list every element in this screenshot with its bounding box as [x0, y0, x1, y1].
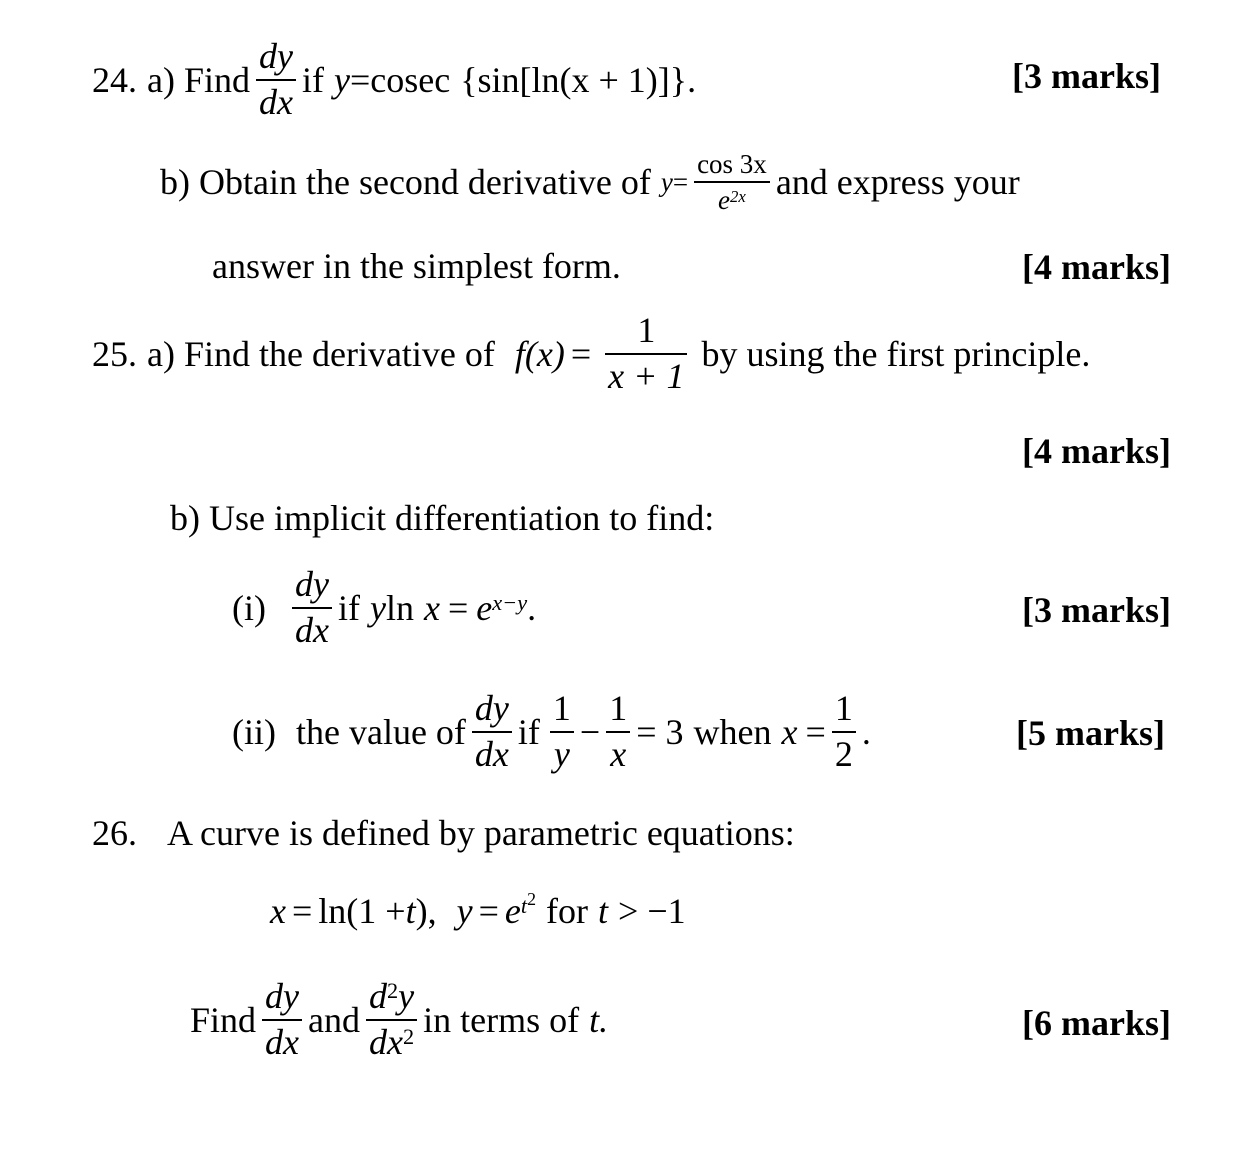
fraction-numerator: dy: [474, 688, 509, 728]
fraction-numerator: $d^2y$: [369, 976, 415, 1016]
q25bii-label: (ii): [232, 711, 276, 752]
q26-find-line: [190, 978, 608, 1062]
equals-sign: =: [291, 891, 313, 931]
period: .: [527, 587, 537, 628]
fraction-numerator: 1: [609, 688, 628, 728]
q24b-text-end: answer in the simplest form.: [212, 246, 621, 286]
ln-function: ln: [385, 587, 414, 628]
q24b-marks: [4 marks]: [1022, 247, 1171, 287]
q26-line: [92, 815, 795, 851]
var-y: y: [333, 59, 350, 100]
fraction-denominator: x + 1: [608, 355, 685, 396]
q26-text: A curve is defined by parametric equations:: [167, 813, 795, 853]
condition: > −1: [618, 891, 686, 931]
var-y: y: [456, 891, 473, 931]
equals-sign: =: [447, 587, 469, 628]
var-y: y: [660, 166, 673, 197]
one-over-y-fraction: [550, 690, 574, 774]
q25a-fraction: [605, 312, 687, 396]
fraction-numerator: 1: [834, 688, 853, 728]
one-over-x-fraction: [606, 690, 630, 774]
q24b-line-2: [212, 248, 621, 284]
q25b-line: [170, 500, 714, 536]
q24a-dydx-fraction: [256, 38, 296, 122]
fraction-denominator: $e^{2x}$: [718, 185, 746, 216]
exponential: $e^{x-y}$: [476, 587, 528, 628]
fraction-numerator: cos 3x: [697, 149, 767, 179]
var-x: x: [781, 711, 798, 752]
q25-number: 25.: [92, 333, 137, 374]
q25bi-label: (i): [232, 587, 266, 628]
equals-sign: =: [349, 59, 371, 100]
q24b-fraction: [694, 150, 770, 215]
fraction-denominator: 2: [834, 733, 853, 774]
and-text: and: [308, 999, 360, 1040]
q25bi-line: [232, 566, 536, 650]
fraction-denominator: dx: [474, 733, 509, 774]
fraction-numerator: dy: [259, 36, 293, 76]
if-text: if: [337, 587, 360, 628]
q25bii-line: [232, 690, 871, 774]
cosec-argument: {sin[ln(x + 1)]}.: [460, 59, 697, 100]
close-paren: ),: [415, 891, 437, 931]
exponential-t-squared: $e^{t^2}$: [504, 888, 537, 931]
one-half-fraction: [832, 690, 856, 774]
equals-sign: =: [570, 333, 592, 374]
q24b-text-continued: and express your: [775, 162, 1020, 203]
q26-dydx-fraction: [262, 978, 302, 1062]
var-t: t: [405, 891, 416, 931]
q26-second-derivative-fraction: [366, 978, 417, 1062]
when-text: when: [693, 711, 772, 752]
q25a-text-continued: by using the first principle.: [701, 333, 1091, 374]
fraction-denominator: $dx^2$: [369, 1021, 415, 1062]
equals-sign: =: [672, 166, 689, 197]
in-terms-text: in terms of: [423, 999, 580, 1040]
var-x: x: [270, 891, 286, 931]
for-text: for: [546, 891, 588, 931]
q25a-line: [92, 312, 1090, 396]
q25bii-text: the value of: [295, 711, 466, 752]
fraction-denominator: x: [610, 733, 627, 774]
q24a-marks: [3 marks]: [1012, 56, 1161, 96]
equals-sign: =: [478, 891, 499, 931]
minus-sign: −: [579, 711, 601, 752]
q25a-marks: [4 marks]: [1022, 431, 1171, 471]
fraction-denominator: dx: [265, 1021, 300, 1062]
q26-marks: [6 marks]: [1022, 1003, 1171, 1043]
var-y: y: [369, 587, 386, 628]
fraction-denominator: dx: [259, 81, 293, 122]
if-text: if: [301, 59, 324, 100]
fraction-denominator: dx: [294, 609, 329, 650]
fraction-numerator: dy: [265, 976, 300, 1016]
fraction-denominator: y: [553, 733, 570, 774]
if-text: if: [517, 711, 540, 752]
q25bi-dydx-fraction: [292, 566, 332, 650]
q24-number: 24.: [92, 59, 137, 100]
q25a-text: a) Find the derivative of: [147, 333, 495, 374]
cosec-function: cosec: [370, 59, 451, 100]
var-t: t: [598, 891, 609, 931]
q26-equations: [270, 888, 686, 931]
equals-sign: =: [805, 711, 826, 752]
ln-expression: ln(1 +: [318, 891, 406, 931]
var-x: x: [423, 587, 440, 628]
q26-number: 26.: [92, 813, 137, 853]
q25bii-marks: [5 marks]: [1016, 713, 1165, 753]
q24a-line: [92, 38, 696, 122]
var-t: t.: [589, 999, 609, 1040]
q25bi-marks: [3 marks]: [1022, 590, 1171, 630]
q25bii-dydx-fraction: [472, 690, 512, 774]
q25b-text: b) Use implicit differentiation to find:: [170, 498, 715, 538]
fraction-numerator: 1: [552, 688, 571, 728]
fraction-numerator: 1: [637, 310, 656, 350]
q24b-line: [160, 150, 1020, 215]
equals-three: = 3: [636, 711, 684, 752]
fraction-numerator: dy: [294, 564, 329, 604]
period: .: [861, 711, 871, 752]
q24b-text: b) Obtain the second derivative of: [160, 162, 651, 203]
q24a-label: a) Find: [147, 59, 250, 100]
find-text: Find: [190, 999, 257, 1040]
function-f-of-x: f(x): [514, 333, 565, 374]
